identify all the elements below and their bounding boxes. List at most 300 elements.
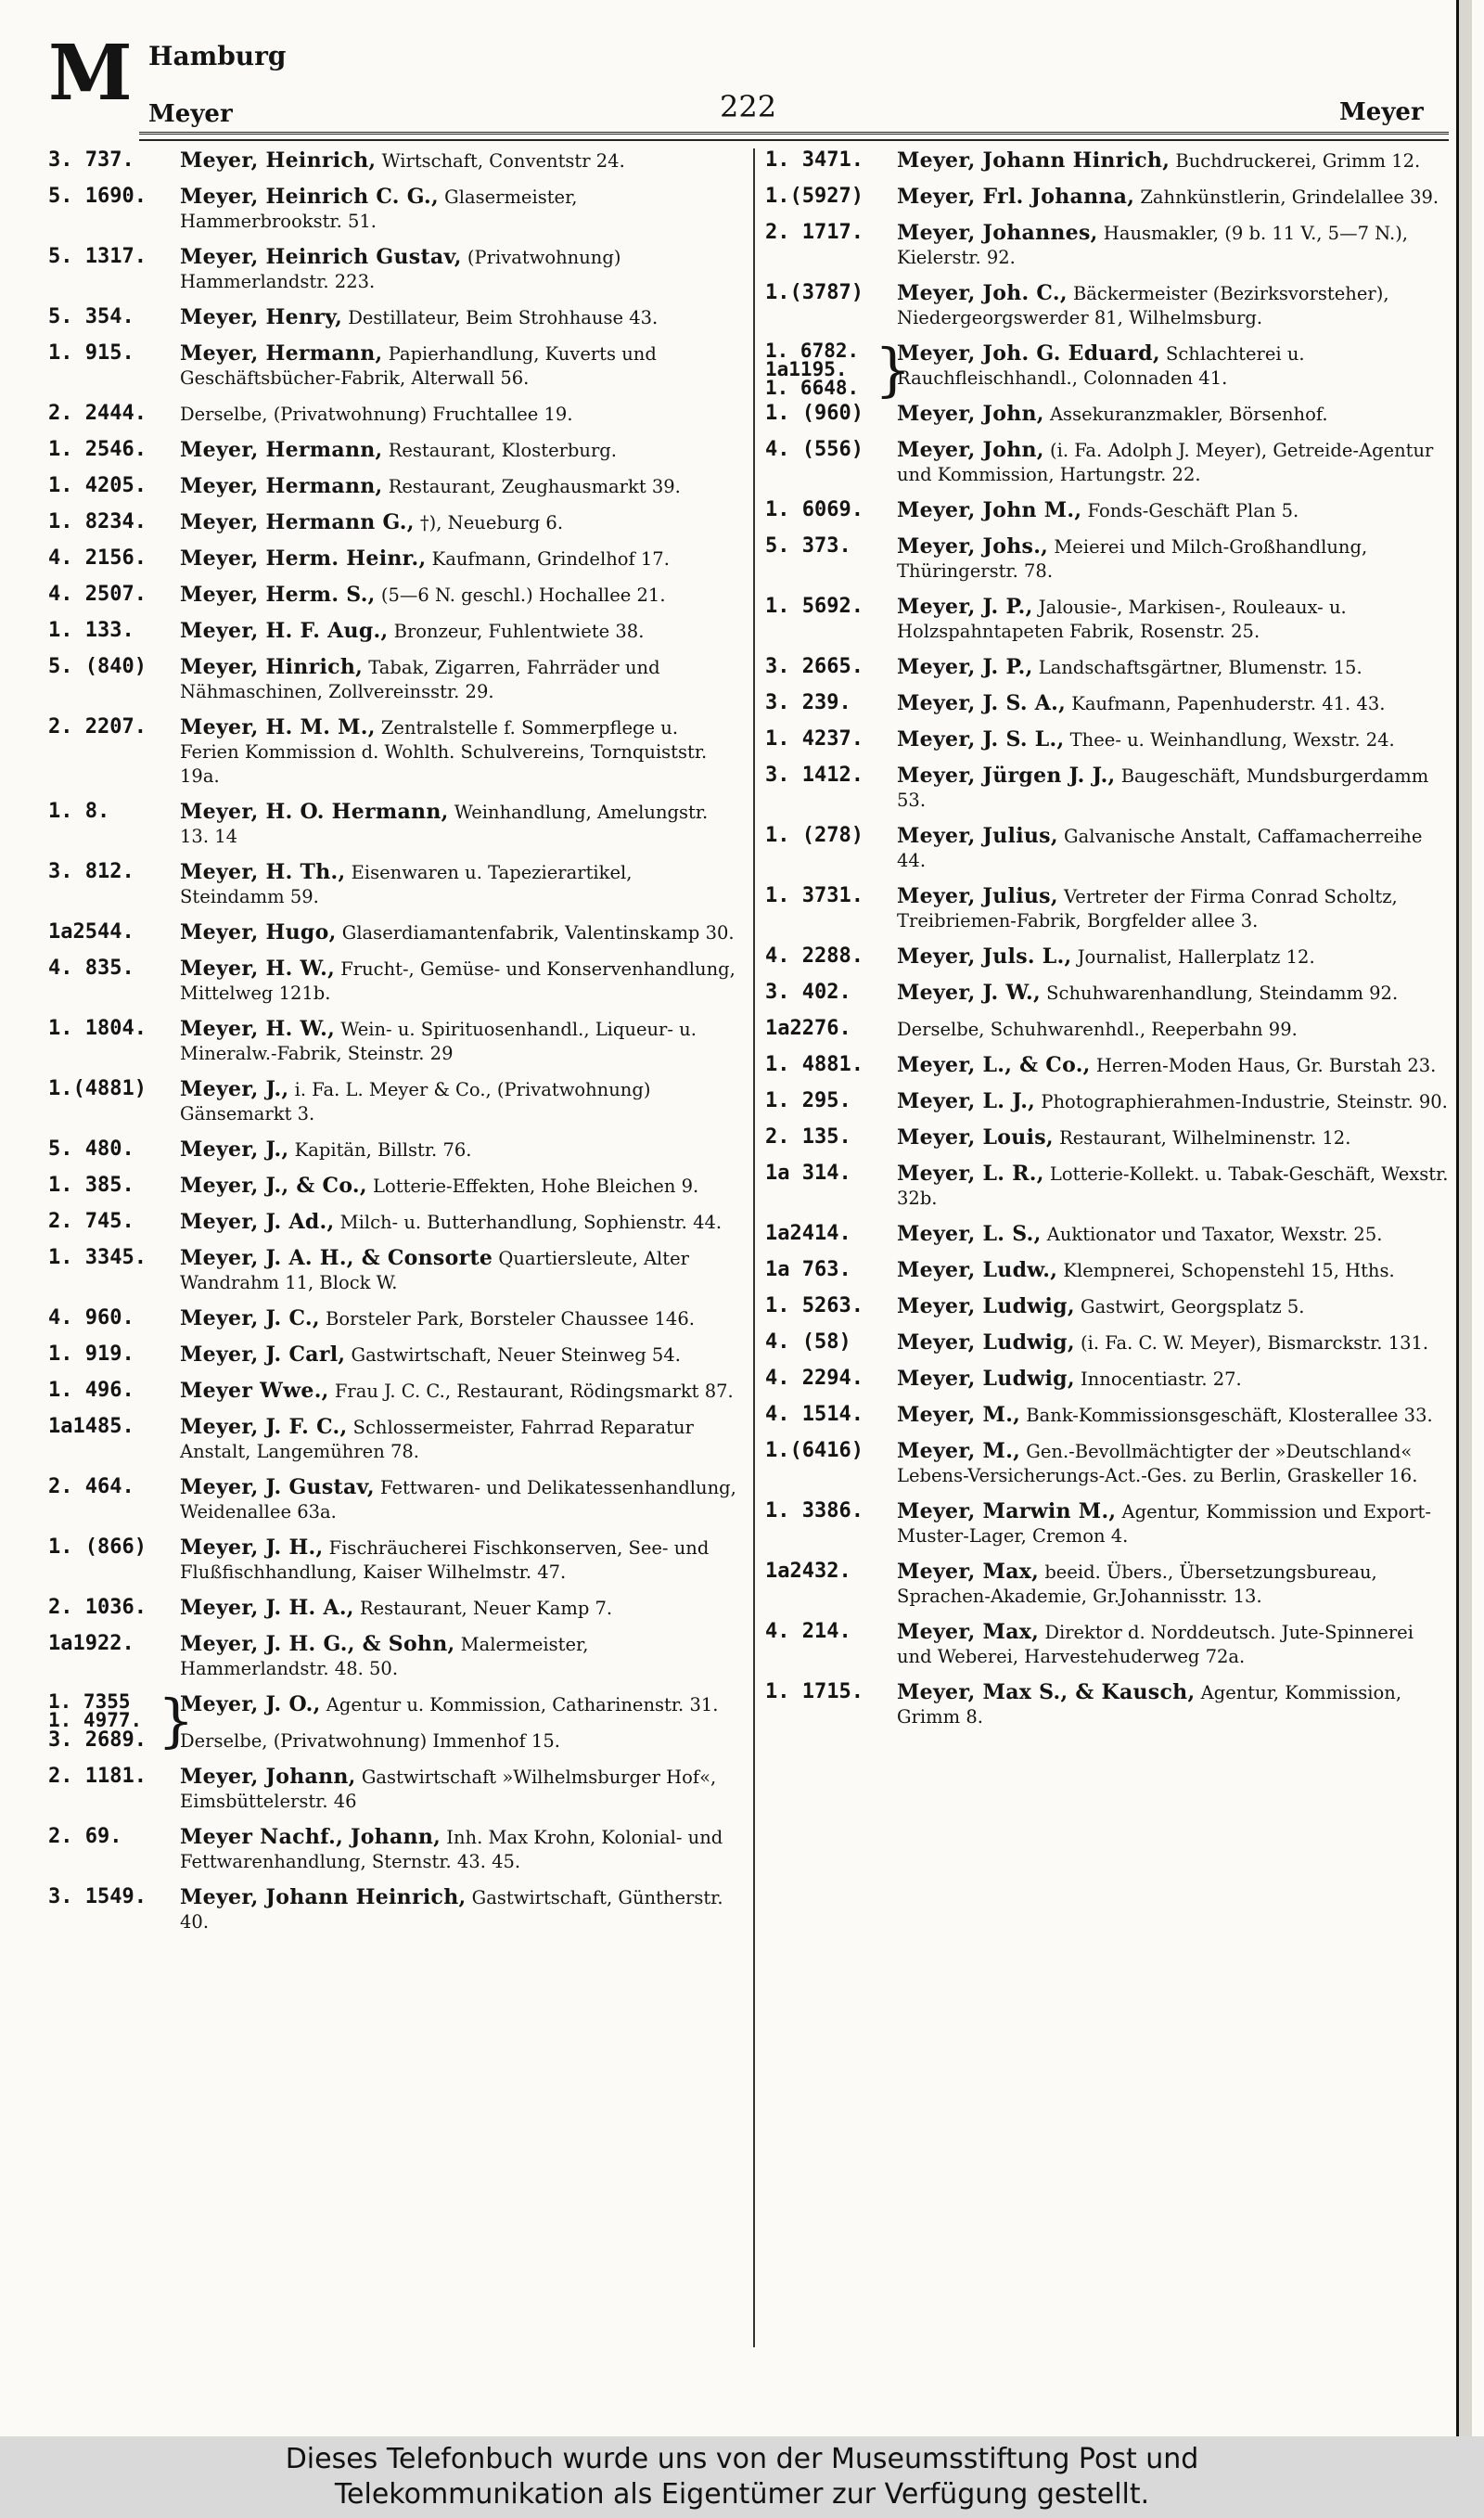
directory-entry <box>48 1765 742 1814</box>
entry-body <box>897 223 1408 268</box>
entry-details: (i. Fa. Adolph J. Meyer), Getreide-Agentur und Kommission, Hartungstr. 22. <box>897 440 1434 485</box>
entry-details: Derselbe, Schuhwarenhdl., Reeperbahn 99. <box>897 1019 1298 1040</box>
entry-body <box>897 1368 1242 1390</box>
subscriber-name: Meyer, Johannes, <box>897 221 1098 245</box>
entry-body <box>897 536 1367 582</box>
phone-number: 4. 214. <box>765 1620 851 1643</box>
phone-number: 1. 385. <box>48 1174 134 1197</box>
entry-details: Wein- u. Spirituosenhandl., Liqueur- u. Mineralw.-Fabrik, Steinstr. 29 <box>180 1019 697 1064</box>
entry-details: Milch- u. Butterhandlung, Sophienstr. 44. <box>334 1212 723 1233</box>
entry-details: Innocentiastr. 27. <box>1074 1368 1242 1390</box>
entry-details: †), Neueburg 6. <box>414 512 564 533</box>
subscriber-name: Meyer, Max, <box>897 1620 1040 1644</box>
phone-number: 2. 2444. <box>48 402 147 425</box>
phone-number: 1. 6782. 1a1195. 1. 6648. <box>765 340 860 399</box>
subscriber-name: Meyer, Heinrich, <box>180 148 377 173</box>
subscriber-name: Meyer, J. Ad., <box>180 1210 335 1234</box>
subscriber-name: Meyer, Joh. C., <box>897 281 1068 305</box>
phone-number: 4. 2507. <box>48 583 147 606</box>
entry-details: Herren-Moden Haus, Gr. Burstah 23. <box>1090 1055 1437 1076</box>
directory-entry <box>48 510 742 535</box>
subscriber-name: Meyer, Hermann, <box>180 438 383 462</box>
directory-entry <box>48 402 742 427</box>
directory-entry <box>48 1825 742 1874</box>
entry-body <box>897 1163 1449 1209</box>
entry-details: Fischräucherei Fischkonserven, See- und Flußfischhandlung, Kaiser Wilhelmstr. 47. <box>180 1537 710 1583</box>
directory-entry <box>765 1560 1452 1609</box>
entry-body <box>897 765 1428 811</box>
entry-body <box>897 1260 1395 1281</box>
directory-entry <box>48 1174 742 1199</box>
left-column <box>48 148 742 1934</box>
entry-details: Borsteler Park, Borsteler Chaussee 146. <box>319 1308 695 1330</box>
phone-number: 1. 2546. <box>48 438 147 461</box>
directory-entry <box>48 1415 742 1464</box>
directory-entry <box>48 1535 742 1585</box>
directory-entry <box>765 727 1452 752</box>
directory-entry <box>765 1294 1452 1319</box>
header-rule <box>139 132 1449 135</box>
entry-body <box>180 1694 718 1715</box>
entry-body <box>180 1381 734 1402</box>
directory-entry <box>48 583 742 608</box>
subscriber-name: Meyer, Ludwig, <box>897 1330 1075 1355</box>
entry-body <box>180 247 620 292</box>
entry-body <box>897 886 1398 931</box>
entry-body <box>180 1019 697 1064</box>
entry-details: Frau J. C. C., Restaurant, Rödingsmarkt 87. <box>328 1381 734 1402</box>
phone-number: 4. 835. <box>48 957 134 980</box>
directory-entry <box>765 1439 1452 1488</box>
entry-body <box>897 1055 1436 1076</box>
subscriber-name: Meyer, Johann Heinrich, <box>180 1885 467 1909</box>
entry-details: Tabak, Zigarren, Fahrräder und Nähmaschinen, Zollvereinsstr. 29. <box>180 657 660 702</box>
footer-line-2: Telekommunikation als Eigentümer zur Verfügung gestellt. <box>334 2478 1150 2511</box>
directory-entry <box>765 944 1452 970</box>
entry-details: Kaufmann, Papenhuderstr. 41. 43. <box>1066 693 1386 714</box>
subscriber-name: Meyer, Heinrich Gustav, <box>180 245 462 269</box>
directory-entry <box>765 1089 1452 1114</box>
entry-body <box>897 150 1420 172</box>
entry-details: Destillateur, Beim Strohhause 43. <box>342 307 659 328</box>
entry-details: (Privatwohnung) Hammerlandstr. 223. <box>180 247 621 292</box>
entry-body <box>180 150 625 172</box>
subscriber-name: Meyer, H. Th., <box>180 860 346 884</box>
subscriber-name: Meyer, J. F. C., <box>180 1415 348 1439</box>
entry-details: Weinhandlung, Amelungstr. 13. 14 <box>180 802 709 847</box>
subscriber-name: Meyer, Louis, <box>897 1125 1054 1150</box>
subscriber-name: Meyer, J., <box>180 1137 289 1162</box>
directory-entry <box>48 1077 742 1126</box>
subscriber-name: Meyer, Julius, <box>897 884 1058 908</box>
entry-details: Agentur, Kommission, Grimm 8. <box>897 1682 1402 1728</box>
phone-number: 4. 2156. <box>48 546 147 570</box>
entry-body <box>180 1766 716 1812</box>
directory-entry <box>765 1017 1452 1042</box>
subscriber-name: Meyer Nachf., Johann, <box>180 1825 441 1849</box>
subscriber-name: Meyer, L. R., <box>897 1162 1044 1186</box>
entry-details: Galvanische Anstalt, Caffamacherreihe 44. <box>897 826 1423 871</box>
entry-body <box>180 1212 722 1233</box>
directory-entry <box>765 148 1452 173</box>
subscriber-name: Meyer, Hermann, <box>180 341 383 366</box>
phone-number: 1a2414. <box>765 1222 851 1245</box>
phone-number: 1. (278) <box>765 824 864 847</box>
phone-number: 3. 1549. <box>48 1885 147 1908</box>
entry-body <box>897 597 1347 642</box>
phone-number: 4. 2288. <box>765 944 864 968</box>
entry-body <box>180 1175 698 1197</box>
directory-entry <box>765 534 1452 584</box>
entry-details: beeid. Übers., Übersetzungsbureau, Sprachen-Akademie, Gr.Johannisstr. 13. <box>897 1561 1377 1607</box>
entry-body <box>180 862 632 907</box>
directory-entry <box>765 981 1452 1006</box>
phone-number: 1. 295. <box>765 1089 851 1112</box>
entry-details: Lotterie-Kollekt. u. Tabak-Geschäft, Wexstr. 32b. <box>897 1163 1449 1209</box>
directory-entry <box>765 1680 1452 1729</box>
entry-body <box>180 657 660 702</box>
directory-entry <box>765 824 1452 873</box>
phone-number: 1. 6069. <box>765 498 864 521</box>
subscriber-name: Meyer, John, <box>897 402 1044 426</box>
entry-details: Quartiersleute, Alter Wandrahm 11, Block W. <box>180 1248 689 1293</box>
phone-number: 1a 763. <box>765 1258 851 1281</box>
subscriber-name: Meyer, J. P., <box>897 595 1033 619</box>
directory-entry <box>765 336 1452 404</box>
phone-number: 1. 8234. <box>48 510 147 533</box>
right-running-head: Meyer <box>1339 98 1424 126</box>
phone-number: 4. 1514. <box>765 1403 864 1426</box>
subscriber-name: Meyer, Joh. G. Eduard, <box>897 341 1160 366</box>
directory-entry <box>765 1258 1452 1283</box>
phone-number: 4. 960. <box>48 1306 134 1330</box>
phone-number: 1.(3787) <box>765 281 864 304</box>
subscriber-name: Meyer, J. Gustav, <box>180 1475 375 1499</box>
directory-entry <box>765 764 1452 813</box>
phone-number: 1. 8. <box>48 800 110 823</box>
directory-entry <box>765 1162 1452 1211</box>
entry-details: (5—6 N. geschl.) Hochallee 21. <box>375 585 666 606</box>
phone-number: 2. 464. <box>48 1475 134 1498</box>
entry-body <box>897 946 1315 968</box>
entry-body <box>897 1091 1448 1112</box>
phone-number: 1. 496. <box>48 1379 134 1402</box>
footer-line-1: Dieses Telefonbuch wurde uns von der Museumsstiftung Post und <box>285 2443 1199 2475</box>
entry-details: Baugeschäft, Mundsburgerdamm 53. <box>897 765 1429 811</box>
entry-body <box>897 500 1298 521</box>
subscriber-name: Meyer, Frl. Johanna, <box>897 185 1135 209</box>
entry-details: Schlachterei u. Rauchfleischhandl., Colonnaden 41. <box>897 343 1305 389</box>
directory-entry <box>765 655 1452 680</box>
entry-details: Eisenwaren u. Tapezierartikel, Steindamm 59. <box>180 862 633 907</box>
grouping-brace: } <box>158 1687 195 1754</box>
phone-number: 2. 135. <box>765 1125 851 1149</box>
directory-entry <box>48 474 742 499</box>
entry-details: Kapitän, Billstr. 76. <box>288 1139 472 1161</box>
entry-body <box>180 585 666 606</box>
subscriber-name: Meyer, J. H. G., & Sohn, <box>180 1632 455 1656</box>
entry-body <box>897 343 1305 389</box>
subscriber-name: Meyer, H. O. Hermann, <box>180 800 449 824</box>
entry-details: Fettwaren- und Delikatessenhandlung, Weidenallee 63a. <box>180 1477 736 1522</box>
entry-body <box>180 1827 723 1872</box>
phone-number: 1. 919. <box>48 1343 134 1366</box>
entry-body <box>180 958 736 1004</box>
phone-number: 5. 373. <box>765 534 851 558</box>
entry-body <box>180 1598 612 1619</box>
directory-entry <box>48 1306 742 1331</box>
subscriber-name: Meyer, J. S. L., <box>897 727 1065 752</box>
subscriber-name: Meyer, M., <box>897 1403 1021 1427</box>
directory-entry <box>765 498 1452 523</box>
entry-details: Lotterie-Effekten, Hohe Bleichen 9. <box>366 1175 699 1197</box>
phone-number: 3. 239. <box>765 691 851 714</box>
page-edge <box>1456 0 1472 2436</box>
subscriber-name: Meyer, J., & Co., <box>180 1174 367 1198</box>
directory-entry <box>48 715 742 789</box>
phone-number: 5. 1317. <box>48 245 147 268</box>
phone-number: 1. 3345. <box>48 1246 147 1269</box>
directory-entry <box>765 185 1452 210</box>
phone-number: 1. 4881. <box>765 1053 864 1076</box>
phone-number: 1a2544. <box>48 920 134 944</box>
phone-number: 1. 5692. <box>765 595 864 618</box>
directory-entry <box>765 402 1452 427</box>
subscriber-name: Meyer, Hermann G., <box>180 510 415 534</box>
subscriber-name: Meyer, J. P., <box>897 655 1033 679</box>
directory-entry <box>48 655 742 704</box>
phone-number: 1a2276. <box>765 1017 851 1040</box>
subscriber-name: Meyer, Ludwig, <box>897 1294 1075 1318</box>
phone-number: 3. 1412. <box>765 764 864 787</box>
phone-number: 3. 402. <box>765 981 851 1004</box>
entry-details: Derselbe, (Privatwohnung) Immenhof 15. <box>180 1730 560 1752</box>
subscriber-name: Meyer, Herm. Heinr., <box>180 546 427 571</box>
phone-number: 1. 3386. <box>765 1499 864 1522</box>
entry-details: Thee- u. Weinhandlung, Wexstr. 24. <box>1064 729 1395 751</box>
subscriber-name: Meyer, Johann, <box>180 1765 356 1789</box>
entry-details: Inh. Max Krohn, Kolonial- und Fettwarenhandlung, Sternstr. 43. 45. <box>180 1827 723 1872</box>
entry-body <box>897 1332 1428 1354</box>
directory-entry <box>48 1475 742 1524</box>
subscriber-name: Meyer, Johann Hinrich, <box>897 148 1171 173</box>
entry-details: Vertreter der Firma Conrad Scholtz, Treibriemen-Fabrik, Borgfelder allee 3. <box>897 886 1398 931</box>
subscriber-name: Meyer, L. J., <box>897 1089 1036 1113</box>
phone-number: 4. (58) <box>765 1330 851 1354</box>
entry-body <box>180 922 735 944</box>
left-running-head: Meyer <box>148 100 233 128</box>
column-divider <box>753 148 755 2347</box>
entry-details: Glasermeister, Hammerbrookstr. 51. <box>180 186 578 232</box>
entry-details: Derselbe, (Privatwohnung) Fruchtallee 19. <box>180 404 573 425</box>
directory-entry <box>765 1620 1452 1669</box>
phone-number: 1. (960) <box>765 402 864 425</box>
entry-body <box>897 657 1362 678</box>
phone-number: 1. 4205. <box>48 474 147 497</box>
entry-details: Journalist, Hallerplatz 12. <box>1071 946 1315 968</box>
entry-body <box>897 440 1433 485</box>
entry-body <box>180 1887 723 1933</box>
entry-body <box>897 186 1439 208</box>
entry-details: Jalousie-, Markisen-, Rouleaux- u. Holzspahntapeten Fabrik, Rosenstr. 25. <box>897 597 1347 642</box>
entry-details: Agentur u. Kommission, Catharinenstr. 31. <box>320 1694 719 1715</box>
entry-body <box>897 283 1389 328</box>
subscriber-name: Meyer, Ludw., <box>897 1258 1058 1282</box>
directory-entry <box>48 1017 742 1066</box>
entry-body <box>180 1477 736 1522</box>
subscriber-name: Meyer, Hinrich, <box>180 655 364 679</box>
directory-entry <box>765 1403 1452 1428</box>
directory-entry <box>765 1330 1452 1355</box>
phone-number: 1. (866) <box>48 1535 147 1559</box>
subscriber-name: Meyer, Marwin M., <box>897 1499 1117 1523</box>
grouping-brace: } <box>875 336 912 404</box>
subscriber-name: Meyer, Julius, <box>897 824 1058 848</box>
directory-entry <box>48 1210 742 1235</box>
phone-number: 1.(4881) <box>48 1077 147 1100</box>
subscriber-name: Meyer, L. S., <box>897 1222 1042 1246</box>
phone-number: 1. 4237. <box>765 727 864 751</box>
entry-details: Photographierahmen-Industrie, Steinstr. 90. <box>1035 1091 1448 1112</box>
entry-details: Bank-Kommissionsgeschäft, Klosterallee 33. <box>1020 1405 1433 1426</box>
entry-body <box>897 1296 1304 1317</box>
phone-number: 5. 354. <box>48 305 134 328</box>
subscriber-name: Meyer, M., <box>897 1439 1021 1463</box>
phone-number: 2. 1036. <box>48 1596 147 1619</box>
entry-body <box>180 717 707 787</box>
subscriber-name: Meyer, Jürgen J. J., <box>897 764 1116 788</box>
entry-body <box>897 1019 1298 1040</box>
entry-body <box>180 1634 588 1679</box>
entry-details: Restaurant, Wilhelminenstr. 12. <box>1053 1127 1351 1149</box>
phone-number: 5. 1690. <box>48 185 147 208</box>
phone-number: 1. 3471. <box>765 148 864 172</box>
entry-body <box>180 404 573 425</box>
entry-body <box>180 512 563 533</box>
subscriber-name: Meyer Wwe., <box>180 1379 329 1403</box>
entry-body <box>897 404 1328 425</box>
subscriber-name: Meyer, H. W., <box>180 957 336 981</box>
entry-details: Assekuranzmakler, Börsenhof. <box>1043 404 1328 425</box>
directory-entry <box>48 1596 742 1621</box>
entry-body <box>897 1622 1414 1667</box>
directory-entry <box>48 341 742 391</box>
phone-number: 1. 133. <box>48 619 134 642</box>
entry-details: Landschaftsgärtner, Blumenstr. 15. <box>1032 657 1362 678</box>
entry-details: Direktor d. Norddeutsch. Jute-Spinnerei und Weberei, Harvestehuderweg 72a. <box>897 1622 1414 1667</box>
phone-number: 5. 480. <box>48 1137 134 1161</box>
phone-number: 2. 745. <box>48 1210 134 1233</box>
phone-number: 1. 1715. <box>765 1680 864 1703</box>
entry-details: Restaurant, Neuer Kamp 7. <box>353 1598 613 1619</box>
phone-number: 1.(5927) <box>765 185 864 208</box>
directory-entry <box>48 1728 742 1754</box>
phone-number: 1. 1804. <box>48 1017 147 1040</box>
subscriber-name: Meyer, J. H. A., <box>180 1596 354 1620</box>
entry-body <box>180 307 658 328</box>
directory-entry <box>48 1137 742 1163</box>
directory-entry <box>765 281 1452 330</box>
phone-number: 1. 915. <box>48 341 134 365</box>
entry-details: Auktionator und Taxator, Wexstr. 25. <box>1041 1224 1383 1245</box>
phone-number: 2. 2207. <box>48 715 147 739</box>
entry-body <box>180 1248 689 1293</box>
entry-details: Restaurant, Zeughausmarkt 39. <box>382 476 681 497</box>
subscriber-name: Meyer, J. O., <box>180 1692 321 1716</box>
entry-details: Zahnkünstlerin, Grindelallee 39. <box>1134 186 1439 208</box>
entry-details: Schlossermeister, Fahrrad Reparatur Anstalt, Langemühren 78. <box>180 1417 694 1462</box>
phone-number: 1. 7355 1. 4977. <box>48 1690 143 1731</box>
entry-details: Kaufmann, Grindelhof 17. <box>426 548 670 570</box>
directory-entry <box>48 1885 742 1934</box>
subscriber-name: Meyer, J. H., <box>180 1535 324 1560</box>
entry-body <box>180 186 577 232</box>
subscriber-name: Meyer, Max S., & Kausch, <box>897 1680 1196 1704</box>
entry-details: Restaurant, Klosterburg. <box>382 440 617 461</box>
entry-body <box>897 1127 1350 1149</box>
entry-body <box>180 1308 695 1330</box>
subscriber-name: Meyer, Herm. S., <box>180 583 376 607</box>
entry-details: Zentralstelle f. Sommerpflege u. Ferien Kommission d. Wohlth. Schulvereins, Tornquiststr. 19a. <box>180 717 708 787</box>
entry-body <box>180 1537 709 1583</box>
entry-details: Wirtschaft, Conventstr 24. <box>376 150 625 172</box>
entry-details: Agentur, Kommission und Export-Muster-Lager, Cremon 4. <box>897 1501 1431 1547</box>
phone-number: 3. 812. <box>48 860 134 883</box>
entry-details: Frucht-, Gemüse- und Konservenhandlung, Mittelweg 121b. <box>180 958 736 1004</box>
entry-details: Malermeister, Hammerlandstr. 48. 50. <box>180 1634 589 1679</box>
entry-details: Glaserdiamantenfabrik, Valentinskamp 30. <box>336 922 735 944</box>
subscriber-name: Meyer, Henry, <box>180 305 343 329</box>
directory-entry <box>48 1246 742 1295</box>
entry-details: Gastwirt, Georgsplatz 5. <box>1074 1296 1305 1317</box>
directory-entry <box>765 595 1452 644</box>
directory-entry <box>765 691 1452 716</box>
directory-entry <box>765 1367 1452 1392</box>
entry-body <box>897 1405 1433 1426</box>
attribution-footer <box>0 2436 1484 2518</box>
subscriber-name: Meyer, John M., <box>897 498 1082 522</box>
right-column <box>765 148 1452 1729</box>
entry-body <box>180 476 681 497</box>
entry-body <box>180 343 657 389</box>
phone-number: 2. 1181. <box>48 1765 147 1788</box>
subscriber-name: Meyer, J., <box>180 1077 289 1101</box>
page-header <box>0 0 1484 139</box>
entry-body <box>897 693 1385 714</box>
subscriber-name: Meyer, H. F. Aug., <box>180 619 389 643</box>
entry-details: Meierei und Milch-Großhandlung, Thüringerstr. 78. <box>897 536 1368 582</box>
entry-body <box>897 1224 1382 1245</box>
directory-entry <box>48 920 742 945</box>
entry-details: Gastwirtschaft, Neuer Steinweg 54. <box>345 1344 681 1366</box>
subscriber-name: Meyer, Max, <box>897 1560 1040 1584</box>
entry-body <box>180 440 617 461</box>
phone-number: 2. 69. <box>48 1825 122 1848</box>
entry-body <box>180 802 708 847</box>
entry-body <box>897 983 1398 1004</box>
entry-details: Buchdruckerei, Grimm 12. <box>1170 150 1421 172</box>
directory-entry <box>48 860 742 909</box>
entry-body <box>897 826 1422 871</box>
subscriber-name: Meyer, J. S. A., <box>897 691 1067 715</box>
directory-entry <box>48 546 742 572</box>
directory-entry <box>48 185 742 234</box>
entry-body <box>180 1730 560 1752</box>
entry-details: Papierhandlung, Kuverts und Geschäftsbücher-Fabrik, Alterwall 56. <box>180 343 657 389</box>
directory-entry <box>765 438 1452 487</box>
phone-number: 4. 2294. <box>765 1367 864 1390</box>
entry-body <box>897 1441 1417 1486</box>
